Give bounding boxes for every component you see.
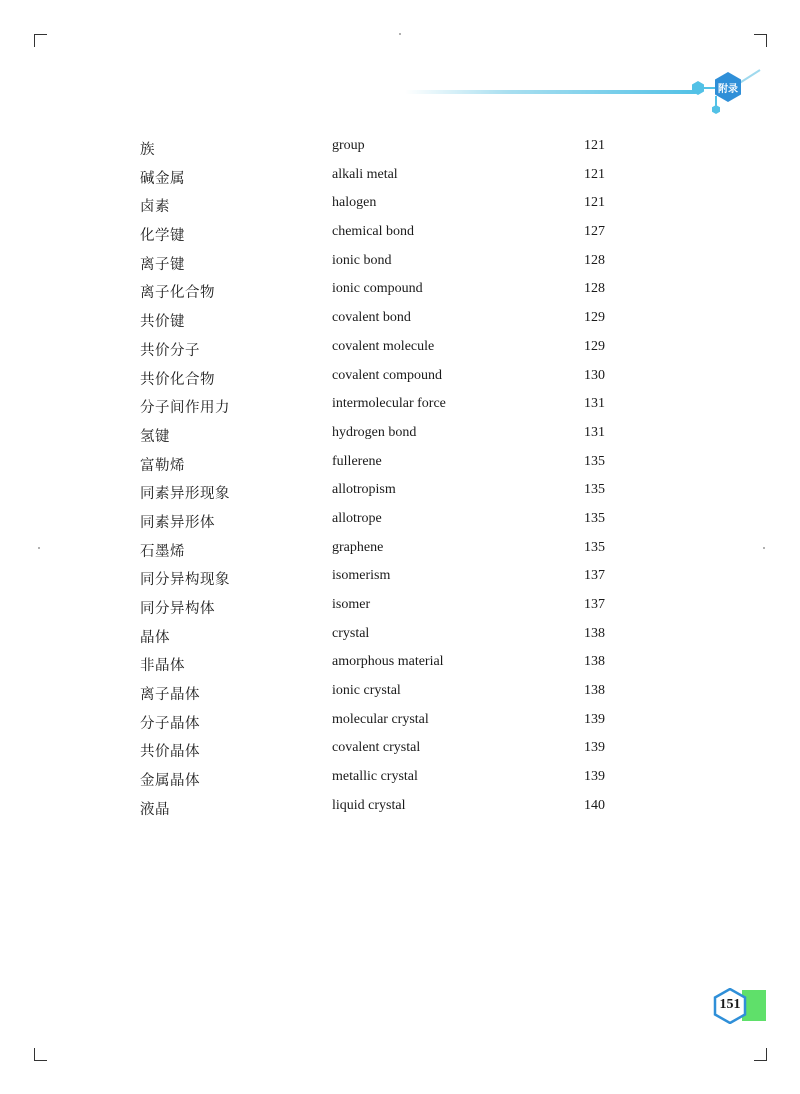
term-english: covalent compound <box>332 367 443 383</box>
glossary-row <box>140 218 620 247</box>
glossary-row <box>140 390 620 419</box>
glossary-row <box>140 591 620 620</box>
term-english: halogen <box>332 195 377 211</box>
term-page-number: 128 <box>584 252 605 268</box>
glossary-row <box>140 132 620 161</box>
term-page-number: 129 <box>584 310 605 326</box>
term-chinese: 同分异构现象 <box>140 572 230 589</box>
term-page-number: 121 <box>584 166 605 182</box>
term-english: allotropism <box>332 482 396 498</box>
term-english: amorphous material <box>332 654 444 670</box>
term-chinese: 同素异形现象 <box>140 486 230 503</box>
term-chinese: 非晶体 <box>140 658 185 675</box>
term-chinese: 离子晶体 <box>140 687 200 704</box>
term-english: metallic crystal <box>332 769 418 785</box>
term-page-number: 135 <box>584 539 605 555</box>
section-label: 附录 <box>718 84 738 95</box>
print-speck <box>38 547 40 549</box>
glossary-row <box>140 648 620 677</box>
glossary-row <box>140 534 620 563</box>
glossary-row <box>140 161 620 190</box>
term-page-number: 129 <box>584 338 605 354</box>
glossary-row <box>140 189 620 218</box>
term-page-number: 128 <box>584 281 605 297</box>
term-chinese: 卤素 <box>140 199 170 216</box>
crop-mark-top-right <box>754 34 767 47</box>
term-english: allotrope <box>332 510 382 526</box>
print-speck <box>763 547 765 549</box>
term-english: chemical bond <box>332 224 415 240</box>
glossary-row <box>140 677 620 706</box>
term-english: ionic compound <box>332 281 423 297</box>
term-page-number: 138 <box>584 625 605 641</box>
term-chinese: 晶体 <box>140 629 170 646</box>
term-page-number: 138 <box>584 683 605 699</box>
term-page-number: 135 <box>584 453 605 469</box>
term-english: isomer <box>332 597 371 612</box>
term-chinese: 同素异形体 <box>140 514 215 531</box>
term-chinese: 液晶 <box>140 801 170 818</box>
term-page-number: 139 <box>584 769 605 785</box>
glossary-row <box>140 476 620 505</box>
term-english: covalent molecule <box>332 338 435 354</box>
term-page-number: 127 <box>584 224 605 240</box>
term-english: alkali metal <box>332 166 398 182</box>
term-chinese: 化学键 <box>140 228 185 245</box>
term-page-number: 138 <box>584 654 605 670</box>
term-chinese: 碱金属 <box>140 170 185 187</box>
crop-mark-top-left <box>34 34 47 47</box>
term-chinese: 分子间作用力 <box>140 400 230 417</box>
term-page-number: 130 <box>584 367 605 383</box>
term-english: intermolecular force <box>332 396 446 412</box>
glossary-row <box>140 333 620 362</box>
term-page-number: 137 <box>584 597 605 612</box>
term-english: covalent bond <box>332 310 411 326</box>
crop-mark-bottom-left <box>34 1048 47 1061</box>
term-page-number: 131 <box>584 396 605 412</box>
glossary-row <box>140 304 620 333</box>
term-chinese: 金属晶体 <box>140 773 200 790</box>
glossary-row <box>140 562 620 591</box>
term-english: fullerene <box>332 453 382 469</box>
glossary-row <box>140 505 620 534</box>
term-page-number: 139 <box>584 711 605 727</box>
term-english: ionic crystal <box>332 683 401 699</box>
term-chinese: 共价键 <box>140 314 185 331</box>
term-chinese: 富勒烯 <box>140 457 185 474</box>
glossary-row <box>140 362 620 391</box>
page-number: 151 <box>719 997 741 1012</box>
term-chinese: 离子键 <box>140 256 185 273</box>
term-page-number: 121 <box>584 195 605 211</box>
hexagon-molecule-icon <box>682 62 764 118</box>
term-page-number: 121 <box>584 138 605 153</box>
term-english: isomerism <box>332 568 391 584</box>
term-chinese: 离子化合物 <box>140 285 215 302</box>
term-page-number: 139 <box>584 740 605 756</box>
term-page-number: 140 <box>584 797 605 813</box>
crop-mark-bottom-right <box>754 1048 767 1061</box>
glossary-row <box>140 763 620 792</box>
term-english: group <box>332 138 365 153</box>
glossary-row <box>140 706 620 735</box>
term-english: molecular crystal <box>332 711 429 727</box>
glossary-row <box>140 734 620 763</box>
glossary-row <box>140 419 620 448</box>
term-chinese: 氢键 <box>140 428 170 445</box>
term-english: covalent crystal <box>332 740 421 756</box>
term-chinese: 共价分子 <box>140 342 200 359</box>
glossary-row <box>140 247 620 276</box>
term-english: crystal <box>332 625 370 641</box>
term-page-number: 135 <box>584 510 605 526</box>
header-rule <box>405 90 697 94</box>
term-page-number: 137 <box>584 568 605 584</box>
term-page-number: 131 <box>584 424 605 440</box>
print-speck <box>399 33 401 35</box>
term-english: liquid crystal <box>332 797 406 813</box>
term-english: graphene <box>332 539 384 555</box>
glossary-row <box>140 275 620 304</box>
term-chinese: 共价化合物 <box>140 371 215 388</box>
glossary-table <box>140 132 620 821</box>
glossary-row <box>140 792 620 821</box>
term-chinese: 石墨烯 <box>140 543 185 560</box>
term-chinese: 分子晶体 <box>140 715 200 732</box>
term-english: ionic bond <box>332 252 392 268</box>
term-chinese: 族 <box>140 142 155 158</box>
term-chinese: 同分异构体 <box>140 601 215 617</box>
glossary-row <box>140 620 620 649</box>
term-page-number: 135 <box>584 482 605 498</box>
term-chinese: 共价晶体 <box>140 744 200 761</box>
glossary-row <box>140 448 620 477</box>
term-english: hydrogen bond <box>332 424 417 440</box>
